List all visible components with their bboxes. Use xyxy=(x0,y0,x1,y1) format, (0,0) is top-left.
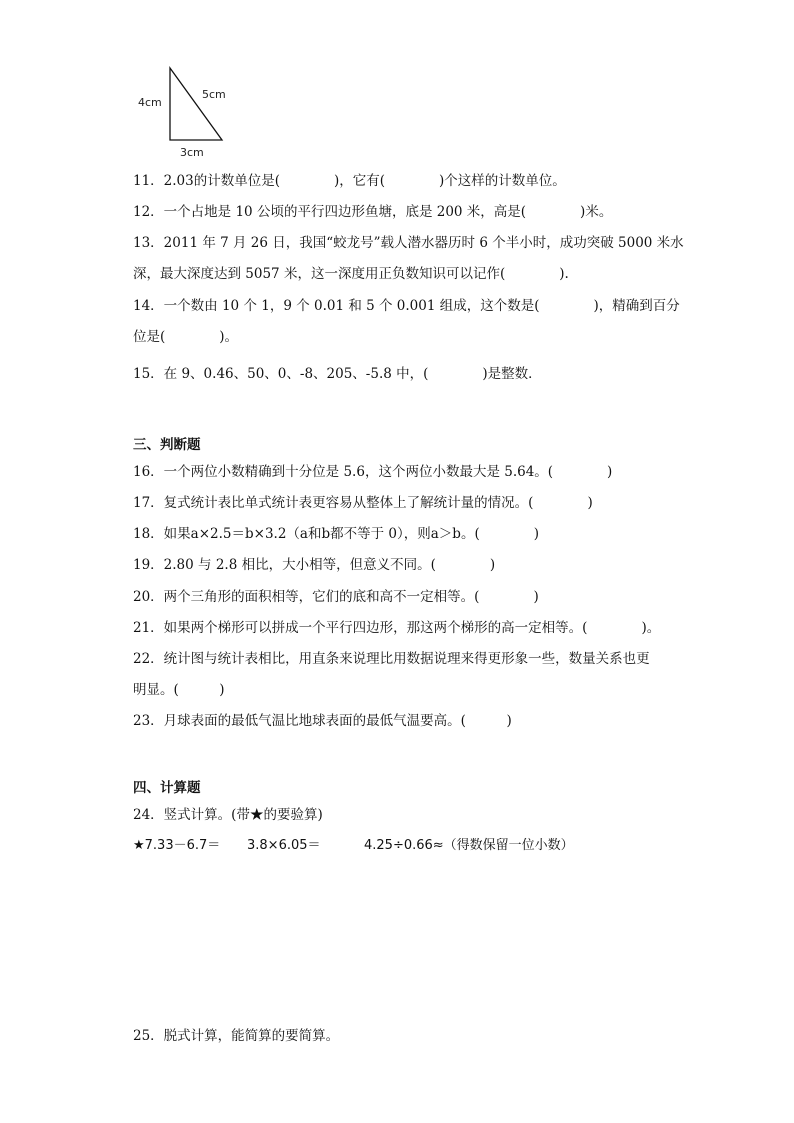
calc-problem-1: ★7.33－6.7＝ xyxy=(133,838,221,853)
question-16: 16．一个两位小数精确到十分位是 5.6，这个两位小数最大是 5.64。( ) xyxy=(133,464,613,480)
question-14-line-2: 位是( )。 xyxy=(133,329,239,345)
section-3-heading: 三、判断题 xyxy=(133,437,201,453)
question-17: 17．复式统计表比单式统计表更容易从整体上了解统计量的情况。( ) xyxy=(133,495,593,511)
question-25: 25．脱式计算，能简算的要简算。 xyxy=(133,1028,340,1044)
question-24: 24．竖式计算。(带★的要验算) xyxy=(133,807,323,823)
question-14-line-1: 14．一个数由 10 个 1，9 个 0.01 和 5 个 0.001 组成，这个数是( )，精确到百分 xyxy=(133,298,680,314)
question-20: 20．两个三角形的面积相等，它们的底和高不一定相等。( ) xyxy=(133,589,539,605)
calc-problem-2: 3.8×6.05＝ xyxy=(247,838,321,853)
question-21: 21．如果两个梯形可以拼成一个平行四边形，那这两个梯形的高一定相等。( )。 xyxy=(133,620,661,636)
question-13-line-1: 13．2011 年 7 月 26 日，我国“蛟龙号”载人潜水器历时 6 个半小时，成功突破 5000 米水 xyxy=(133,235,684,251)
triangle-hypotenuse-label: 5cm xyxy=(202,88,226,101)
question-18: 18．如果a×2.5＝b×3.2（a和b都不等于 0），则a＞b。( ) xyxy=(133,526,539,542)
question-23: 23．月球表面的最低气温比地球表面的最低气温要高。( ) xyxy=(133,713,512,729)
question-22-line-1: 22．统计图与统计表相比，用直条来说理比用数据说理来得更形象一些，数量关系也更 xyxy=(133,651,650,667)
question-13-line-2: 深，最大深度达到 5057 米，这一深度用正负数知识可以记作( ). xyxy=(133,266,569,282)
question-12: 12．一个占地是 10 公顷的平行四边形鱼塘，底是 200 米，高是( )米。 xyxy=(133,204,613,220)
question-11: 11．2.03的计数单位是( )，它有( )个这样的计数单位。 xyxy=(133,173,566,189)
triangle-height-label: 4cm xyxy=(138,96,162,109)
right-triangle-figure xyxy=(134,62,244,162)
question-19: 19．2.80 与 2.8 相比，大小相等，但意义不同。( ) xyxy=(133,557,496,573)
section-4-heading: 四、计算题 xyxy=(133,780,201,796)
triangle-base-label: 3cm xyxy=(180,146,204,159)
calc-problem-3: 4.25÷0.66≈（得数保留一位小数） xyxy=(364,838,574,853)
question-15: 15．在 9、0.46、50、0、-8、205、-5.8 中，( )是整数． xyxy=(133,366,542,382)
question-22-line-2: 明显。( ) xyxy=(133,682,225,698)
